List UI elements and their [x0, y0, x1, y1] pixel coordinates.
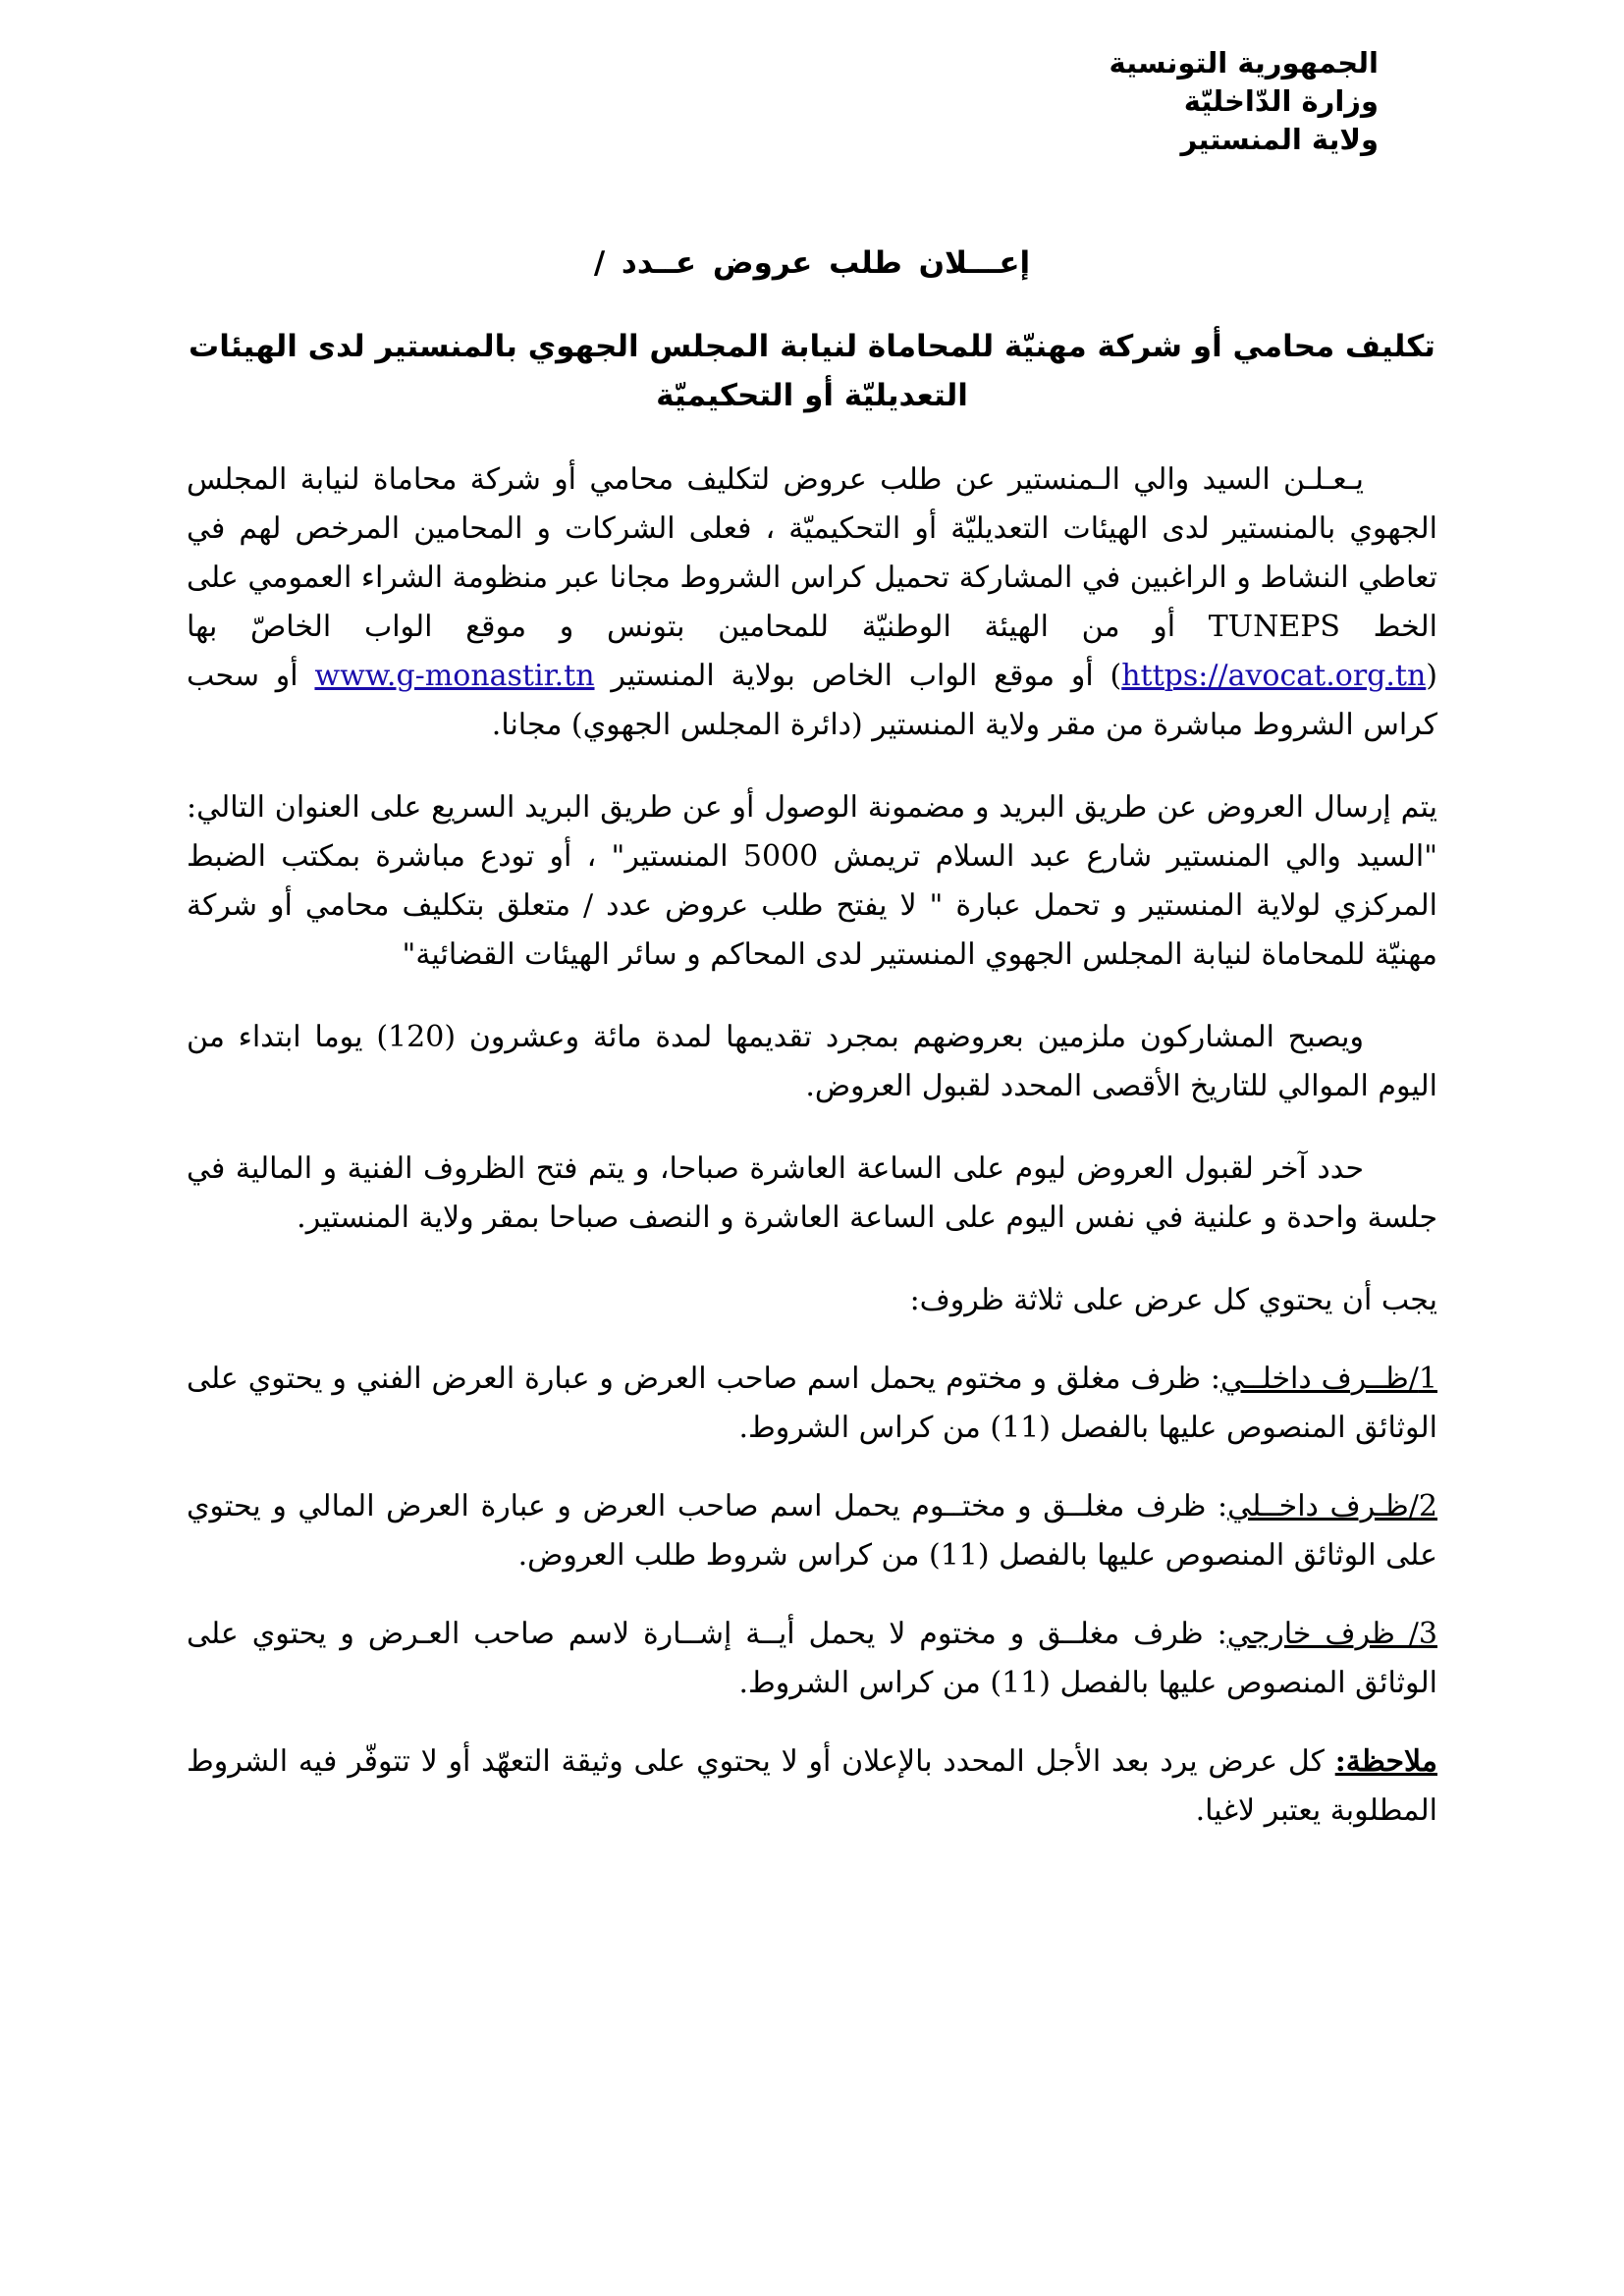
letterhead-ministry: وزارة الدّاخليّة — [1183, 84, 1379, 118]
paragraph-deadline: حدد آخر لقبول العروض ليوم على الساعة العاشرة صباحا، و يتم فتح الظروف الفنية و المالية في جلسة واحدة و علنية في نفس اليوم على الساعة العاشرة و النصف صباحا بمقر ولاية المنستير. — [187, 1151, 1437, 1235]
paragraph-announcement — [187, 455, 1437, 750]
paragraph-note — [187, 1737, 1437, 1836]
letterhead-country: الجمهورية التونسية — [1109, 46, 1379, 80]
envelope-2-label: 2/ظـرف داخــلي — [1227, 1489, 1438, 1523]
letterhead — [187, 44, 1379, 159]
note-label: ملاحظة: — [1334, 1744, 1437, 1779]
document-title: إعـــلان طلب عروض عــدد / — [593, 245, 1031, 281]
envelope-3-label: 3/ ظرف خارجي — [1226, 1617, 1437, 1651]
governorate-link[interactable]: www.g-monastir.tn — [314, 659, 595, 693]
paragraph-envelopes-intro: يجب أن يحتوي كل عرض على ثلاثة ظروف: — [909, 1283, 1437, 1317]
envelope-1-text: : ظرف مغلق و مختوم يحمل اسم صاحب العرض و عبارة العرض الفني و يحتوي على الوثائق المنصوص عليها بالفصل (11) من كراس الشروط. — [187, 1362, 1437, 1445]
paragraph-envelope-2 — [187, 1482, 1437, 1580]
paragraph-envelope-1 — [187, 1355, 1437, 1453]
envelope-2-text: : ظرف مغلــق و مختــوم يحمل اسم صاحب العرض و عبارة العرض المالي و يحتوي على الوثائق المنصوص عليها بالفصل (11) من كراس شروط طلب العروض. — [187, 1489, 1437, 1573]
note-text: كل عرض يرد بعد الأجل المحدد بالإعلان أو لا يحتوي على وثيقة التعهّد أو لا تتوفّر فيه الشروط المطلوبة يعتبر لاغيا. — [187, 1744, 1437, 1828]
paragraph-envelope-3 — [187, 1610, 1437, 1708]
avocat-link[interactable]: https://avocat.org.tn — [1121, 659, 1427, 693]
announcement-text-a: يـعـلـن السيد والي الـمنستير عن طلب عروض لتكليف محامي أو شركة محاماة لنيابة المجلس الجهوي بالمنستير لدى الهيئات التعديليّة أو التحكيميّة ، فعلى الشركات و المحامين المرخص لهم في تعاطي النشاط و الراغبين في المشاركة تحميل كراس الشروط مجانا عبر منظومة الشراء العمومي على الخط TUNEPS أو من الهيئة الوطنيّة للمحامين بتونس و موقع الواب الخاصّ بها ( — [187, 462, 1438, 693]
announcement-text-b: ) أو موقع الواب الخاص بولاية المنستير — [594, 659, 1122, 693]
letterhead-governorate: ولاية المنستير — [1180, 123, 1379, 156]
paragraph-validity: ويصبح المشاركون ملزمين بعروضهم بمجرد تقديمها لمدة مائة وعشرون (120) يوما ابتداء من اليوم الموالي للتاريخ الأقصى المحدد لقبول العروض. — [187, 1020, 1437, 1103]
envelope-3-text: : ظرف مغلــق و مختوم لا يحمل أيــة إشــارة لاسم صاحب العـرض و يحتوي على الوثائق المنصوص عليها بالفصل (11) من كراس الشروط. — [187, 1617, 1437, 1700]
envelope-1-label: 1/ظــرف داخلــي — [1220, 1362, 1437, 1396]
paragraph-submission: يتم إرسال العروض عن طريق البريد و مضمونة الوصول أو عن طريق البريد السريع على العنوان التالي: "السيد والي المنستير شارع عبد السلام تريمش 5000 المنستير" ، أو تودع مباشرة بمكتب الضبط المركزي لولاية المنستير و تحمل عبارة " لا يفتح طلب عروض عدد / متعلق بتكليف محامي أو شركة مهنيّة للمحاماة لنيابة المجلس الجهوي المنستير لدى المحاكم و سائر الهيئات القضائية" — [187, 790, 1437, 972]
document-subject: تكليف محامي أو شركة مهنيّة للمحاماة لنيابة المجلس الجهوي بالمنستير لدى الهيئات التعديليّة أو التحكيميّة — [189, 329, 1435, 413]
announcement-text-c: أو سحب كراس الشروط مباشرة من مقر ولاية المنستير (دائرة المجلس الجهوي) مجانا. — [187, 659, 1437, 742]
